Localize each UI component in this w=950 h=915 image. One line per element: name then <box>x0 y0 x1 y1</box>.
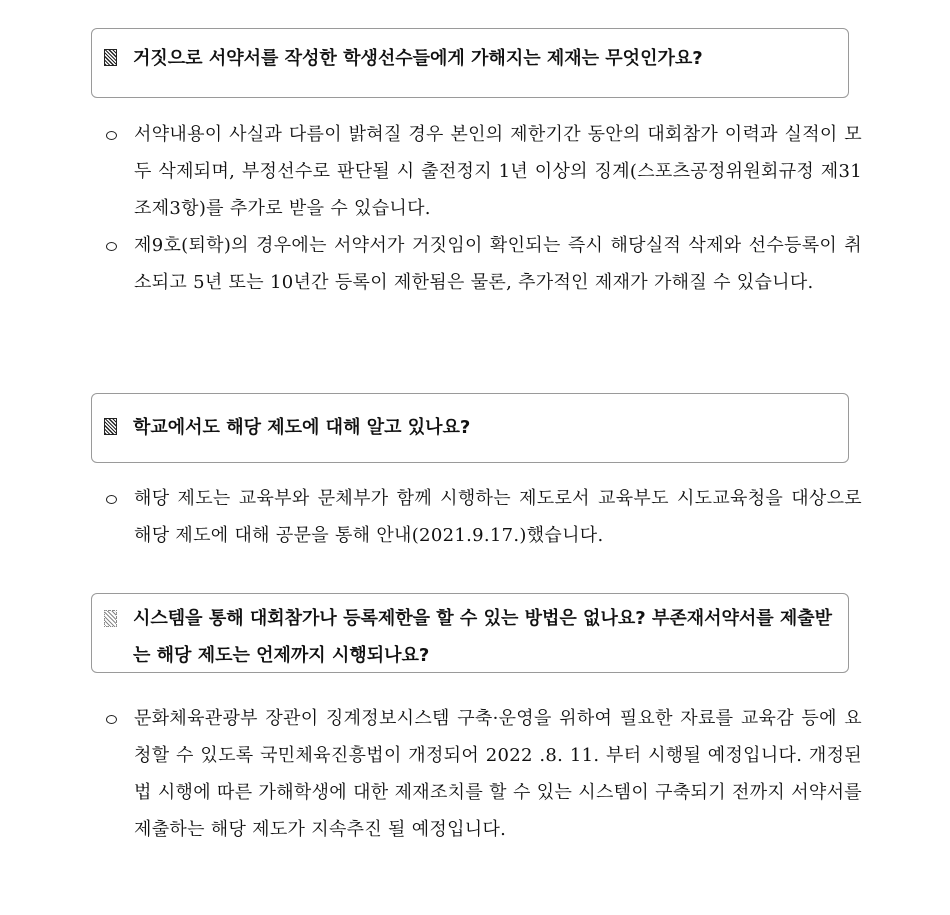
circle-bullet-icon <box>106 715 117 724</box>
circle-bullet-icon <box>106 242 117 251</box>
answer-text: 제9호(퇴학)의 경우에는 서약서가 거짓임이 확인되는 즉시 해당실적 삭제와 선수등록이 취소되고 5년 또는 10년간 등록이 제한됨은 물론, 추가적인 제재가 가해질 수 있습니다. <box>134 235 862 293</box>
question-box-2 <box>91 393 849 463</box>
circle-bullet-icon <box>106 495 117 504</box>
question-text-1: 거짓으로 서약서를 작성한 학생선수들에게 가해지는 제재는 무엇인가요? <box>133 48 703 69</box>
question-box-1 <box>91 28 849 98</box>
question-text-3: 시스템을 통해 대회참가나 등록제한을 할 수 있는 방법은 없나요? 부존재서약서를 제출받는 해당 제도는 언제까지 시행되나요? <box>133 608 833 666</box>
question-text-2: 학교에서도 해당 제도에 대해 알고 있나요? <box>133 417 471 438</box>
answer-item <box>106 227 862 301</box>
answer-text: 서약내용이 사실과 다름이 밝혀질 경우 본인의 제한기간 동안의 대회참가 이력과 실적이 모두 삭제되며, 부정선수로 판단될 시 출전정지 1년 이상의 징계(스포츠공정위원회규정 제31조제3항)를 추가로 받을 수 있습니다. <box>134 124 862 219</box>
circle-bullet-icon <box>106 131 117 140</box>
answer-item <box>106 480 862 554</box>
answer-block-3 <box>106 700 862 848</box>
answer-item <box>106 700 862 848</box>
answer-item <box>106 116 862 227</box>
square-bullet-icon <box>104 49 117 66</box>
answer-block-1 <box>106 116 862 301</box>
question-box-3 <box>91 593 849 673</box>
answer-block-2 <box>106 480 862 554</box>
square-bullet-icon <box>104 418 117 435</box>
square-bullet-icon <box>104 610 117 627</box>
answer-text: 문화체육관광부 장관이 징계정보시스템 구축·운영을 위하여 필요한 자료를 교육감 등에 요청할 수 있도록 국민체육진흥법이 개정되어 2022 .8. 11. 부터 시행될 예정입니다. 개정된 법 시행에 따른 가해학생에 대한 제재조치를 할 수 있는 시스템이 구축되기 전까지 서약서를 제출하는 해당 제도가 지속추진 될 예정입니다. <box>134 708 862 840</box>
answer-text: 해당 제도는 교육부와 문체부가 함께 시행하는 제도로서 교육부도 시도교육청을 대상으로 해당 제도에 대해 공문을 통해 안내(2021.9.17.)했습니다. <box>134 488 862 546</box>
